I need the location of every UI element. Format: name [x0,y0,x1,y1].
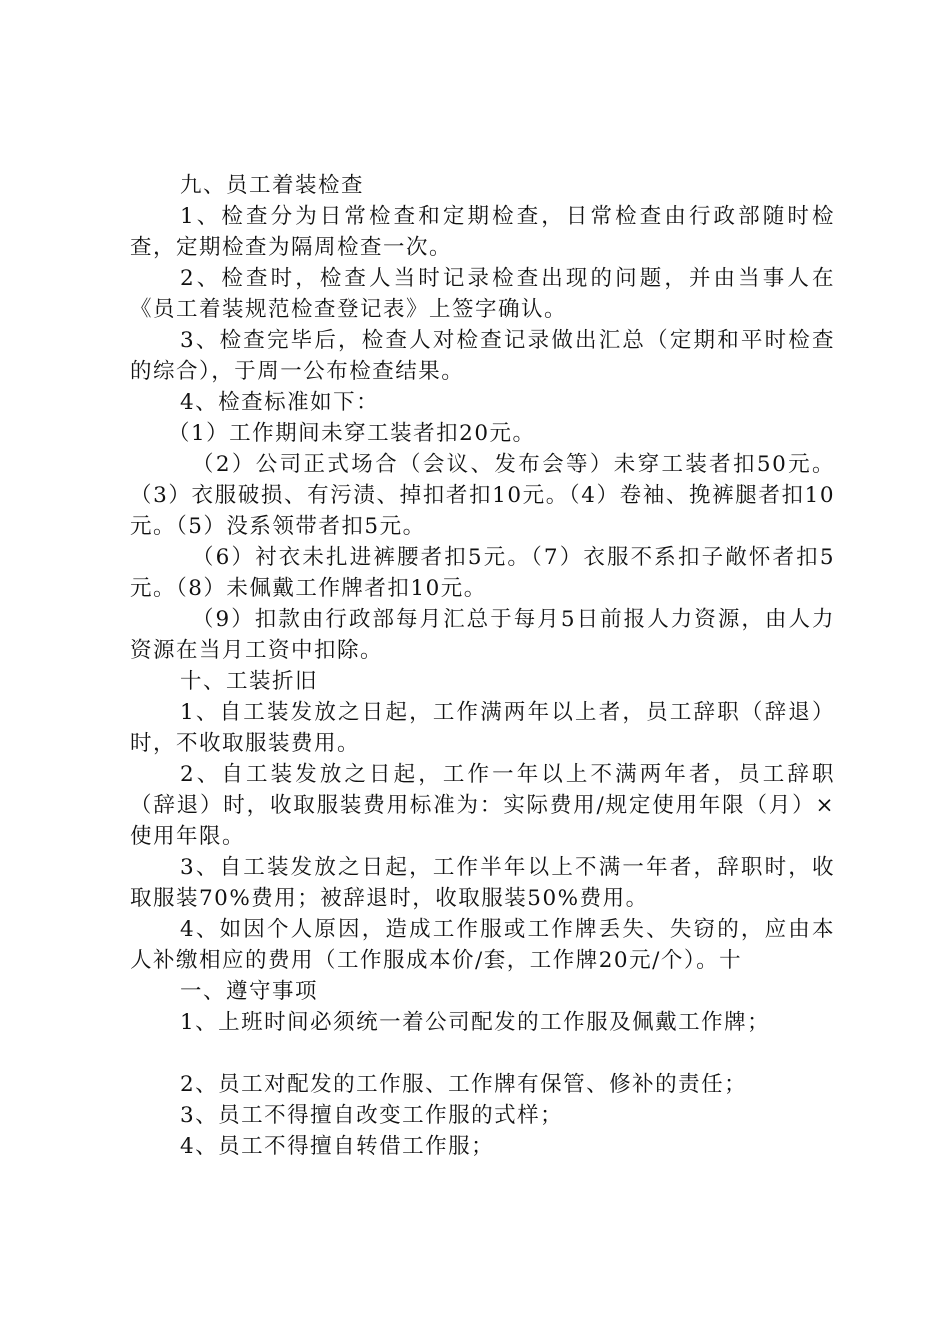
section-heading-9: 九、员工着装检查 [180,173,365,198]
paragraph: 1、上班时间必须统一着公司配发的工作服及佩戴工作牌； [180,1010,771,1035]
list-item: （9）扣款由行政部每月汇总于每月5日前报人力资源，由人力资源在当月工资中扣除。 [130,607,835,663]
list-item: （2）公司正式场合（会议、发布会等）未穿工装者扣50元。（3）衣服破损、有污渍、掉扣者扣10元。（4）卷袖、挽裤腿者扣10元。（5）没系领带者扣5元。 [130,452,835,539]
paragraph: 4、员工不得擅自转借工作服； [180,1134,495,1159]
paragraph: 3、员工不得擅自改变工作服的式样； [180,1103,564,1128]
paragraph: 4、检查标准如下： [180,390,380,415]
paragraph: 2、检查时，检查人当时记录检查出现的问题，并由当事人在《员工着装规范检查登记表》上签字确认。 [130,266,835,322]
document-page [130,170,835,1162]
list-item: （1）工作期间未穿工装者扣20元。 [168,421,536,446]
paragraph: 3、自工装发放之日起，工作半年以上不满一年者，辞职时，收取服装70%费用；被辞退时，收取服装50%费用。 [130,855,835,911]
section-heading-10: 十、工装折旧 [180,669,319,694]
paragraph: 4、如因个人原因，造成工作服或工作牌丢失、失窃的，应由本人补缴相应的费用（工作服成本价/套，工作牌20元/个）。十 [130,917,835,973]
paragraph: 2、自工装发放之日起，工作一年以上不满两年者，员工辞职（辞退）时，收取服装费用标准为：实际费用/规定使用年限（月）×使用年限。 [130,762,835,849]
paragraph: 2、员工对配发的工作服、工作牌有保管、修补的责任； [180,1072,748,1097]
paragraph: 1、自工装发放之日起，工作满两年以上者，员工辞职（辞退）时，不收取服装费用。 [130,700,835,756]
blank-line [130,1038,835,1069]
list-item: （6）衬衣未扎进裤腰者扣5元。（7）衣服不系扣子敞怀者扣5元。（8）未佩戴工作牌者扣10元。 [130,545,835,601]
section-heading-11: 一、遵守事项 [180,979,319,1004]
paragraph: 1、检查分为日常检查和定期检查，日常检查由行政部随时检查，定期检查为隔周检查一次。 [130,204,835,260]
paragraph: 3、检查完毕后，检查人对检查记录做出汇总（定期和平时检查的综合），于周一公布检查结果。 [130,328,835,384]
